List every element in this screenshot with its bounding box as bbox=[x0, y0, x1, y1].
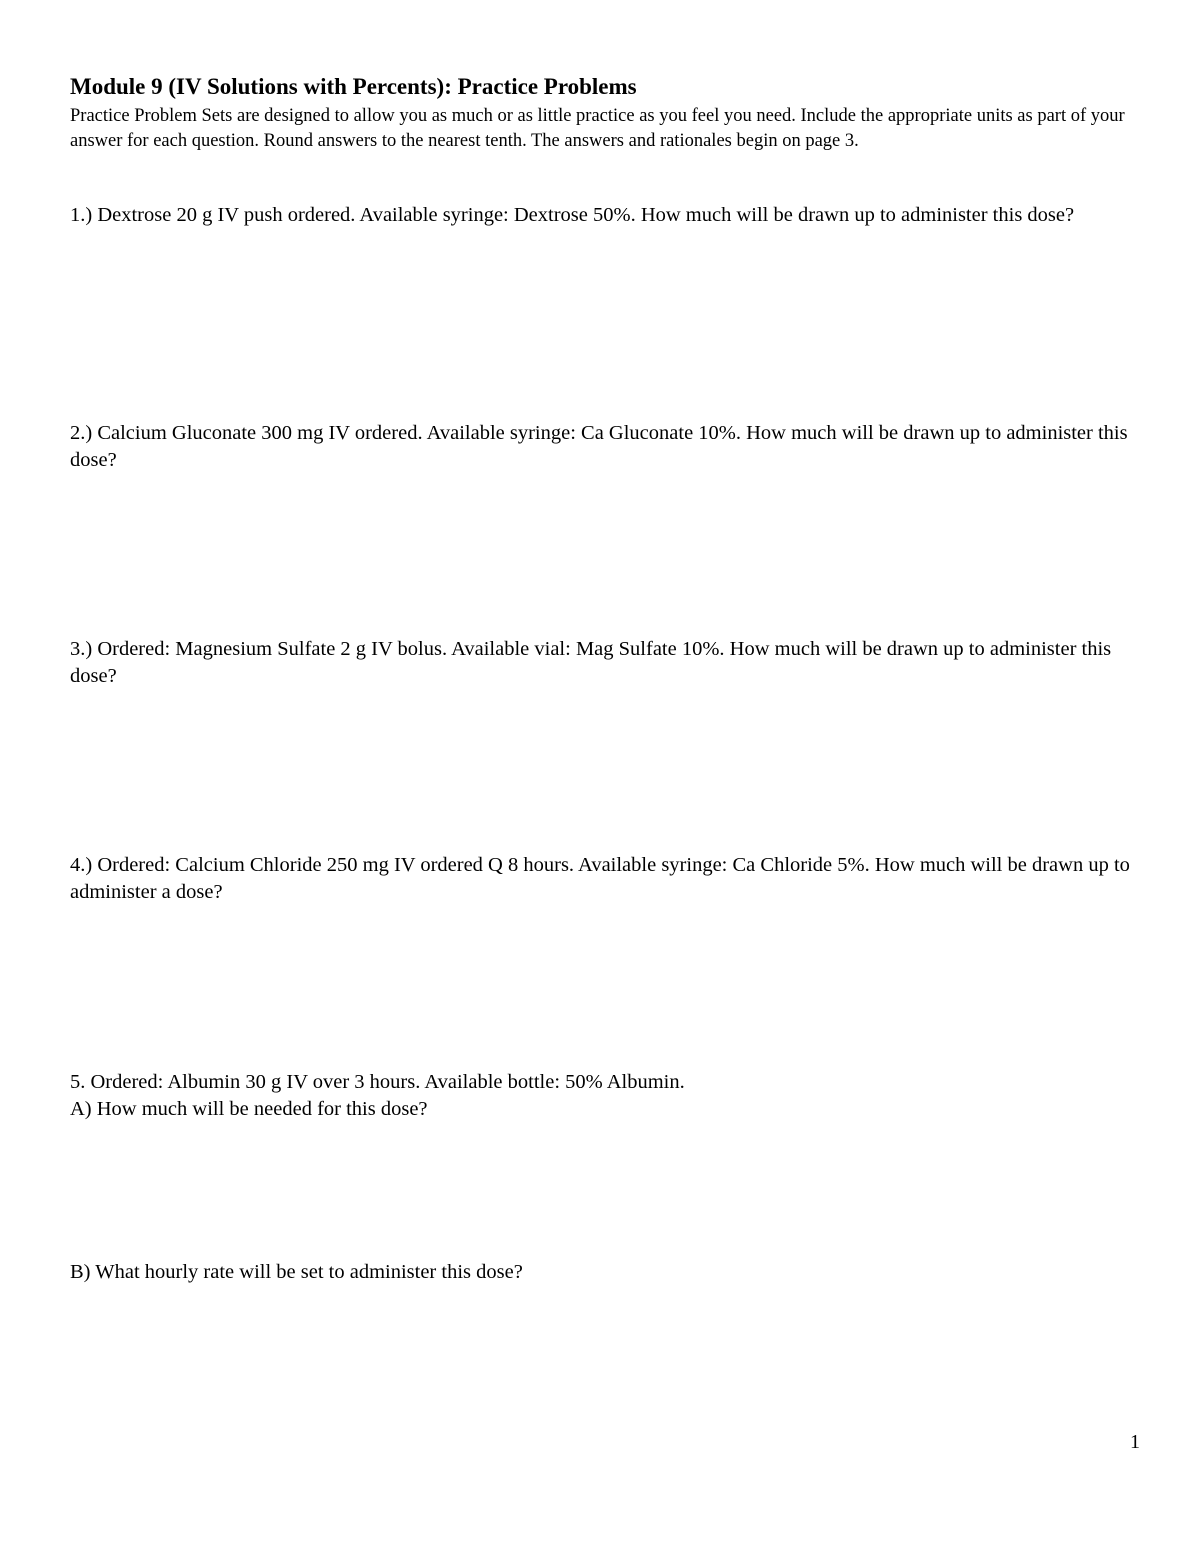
question-2: 2.) Calcium Gluconate 300 mg IV ordered. Available syringe: Ca Gluconate 10%. How much will be drawn up to administer this dose? bbox=[70, 422, 1128, 471]
question-3: 3.) Ordered: Magnesium Sulfate 2 g IV bolus. Available vial: Mag Sulfate 10%. How much will be drawn up to administer this dose? bbox=[70, 638, 1112, 687]
intro-paragraph: Practice Problem Sets are designed to allow you as much or as little practice as you feel you need. Include the appropriate units as part of your answer for each question. Round answers to the nearest tenth. The answers and rationales begin on page 3. bbox=[70, 106, 1125, 151]
page-title: Module 9 (IV Solutions with Percents): Practice Problems bbox=[70, 74, 637, 99]
question-5: 5. Ordered: Albumin 30 g IV over 3 hours. Available bottle: 50% Albumin. bbox=[70, 1071, 685, 1093]
page-number: 1 bbox=[1130, 1431, 1140, 1453]
question-1: 1.) Dextrose 20 g IV push ordered. Available syringe: Dextrose 50%. How much will be drawn up to administer this dose? bbox=[70, 204, 1075, 226]
question-5-part-b: B) What hourly rate will be set to administer this dose? bbox=[70, 1261, 523, 1283]
question-4: 4.) Ordered: Calcium Chloride 250 mg IV ordered Q 8 hours. Available syringe: Ca Chloride 5%. How much will be drawn up to administer a dose? bbox=[70, 854, 1130, 903]
question-5-part-a: A) How much will be needed for this dose? bbox=[70, 1098, 428, 1120]
